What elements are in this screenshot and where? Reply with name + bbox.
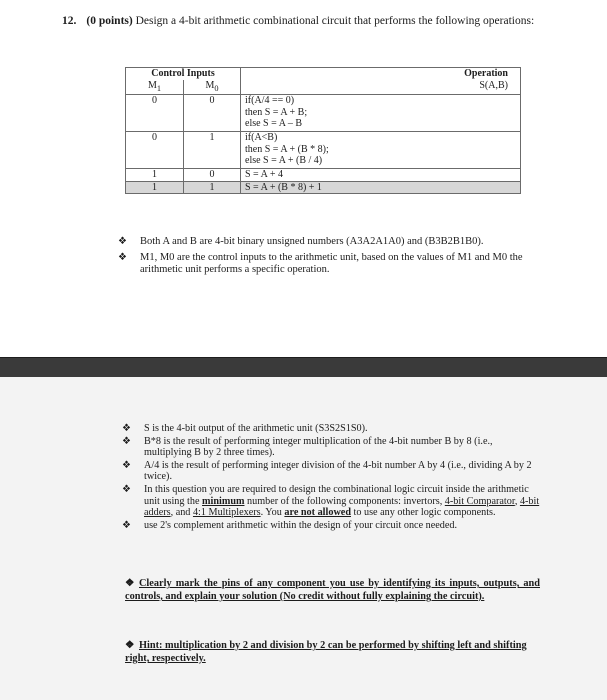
emphasis-not-allowed: are not allowed [284,507,351,519]
m0-cell: 0 [184,169,241,182]
operation-cell [241,169,521,182]
list-item [118,252,540,277]
m0-cell: 1 [184,132,241,169]
table-row [126,169,521,182]
operation-cell [241,132,521,169]
m0-cell: 1 [184,181,241,194]
question-prompt: Design a 4-bit arithmetic combinational circuit that performs the following operations: [135,15,535,27]
operation-line: S = A + (B * 8) + 1 [245,181,322,193]
bullet-list-top [118,236,540,280]
component-comparator: 4-bit Comparator [444,495,515,507]
question-header [62,14,582,28]
operation-line: else S = A + (B / 4) [245,155,323,166]
table-row [126,95,521,132]
table-row [126,181,521,194]
m1-header: $M_1$ [126,80,184,95]
hint-text: Hint: multiplication by 2 and division by 2 can be performed by shifting left and shifting right, respectively. [125,640,527,664]
diamond-bullet-icon: ❖ [122,483,131,495]
list-item [122,484,542,519]
m0-header: $M_0$ [184,80,241,95]
question-number: 12. [62,15,77,27]
m1-cell: 0 [126,132,184,169]
bullet-text: A/4 is the result of performing integer division of the 4-bit number A by 4 (i.e., dividing A by 2 twice). [144,459,532,483]
bullet-text: Both A and B are 4-bit binary unsigned numbers (A3A2A1A0) and (B3B2B1B0). [140,236,484,247]
operations-table [125,67,521,194]
page-divider-band [0,357,607,378]
operation-cell [241,181,521,194]
list-item [122,423,542,435]
control-inputs-header: Control Inputs [126,68,241,80]
bullet-text: S is the 4-bit output of the arithmetic unit (S3S2S1S0). [144,423,368,434]
instruction-clearly-mark [125,577,540,603]
m0-cell: 0 [184,95,241,132]
operation-header: Operation [241,68,521,80]
list-item [118,236,540,249]
operation-line: if(A<B) [245,132,278,143]
bullet-list-bottom [122,423,542,532]
emphasis-minimum: minimum [202,495,245,507]
diamond-bullet-icon: ❖ [118,251,127,263]
operation-line: if(A/4 == 0) [245,95,295,106]
m1-cell: 1 [126,181,184,194]
diamond-bullet-icon: ❖ [122,423,131,434]
operation-line: then S = A + B; [245,106,308,118]
diamond-bullet-icon: ❖ [122,435,131,447]
operation-cell [241,95,521,132]
table-row [126,132,521,169]
bullet-text: use 2's complement arithmetic within the design of your circuit once needed. [144,519,458,531]
instruction-hint [125,639,540,665]
diamond-bullet-icon: ❖ [125,640,135,651]
diamond-bullet-icon: ❖ [122,459,131,471]
bullet-text: B*8 is the result of performing integer multiplication of the 4-bit number B by 8 (i.e., multiplying B by 2 three times). [144,435,493,459]
operation-line: else S = A – B [245,118,303,129]
list-item [122,460,542,483]
component-multiplexers: 4:1 Multiplexers [192,507,261,519]
list-item [122,520,542,532]
operation-line: then S = A + (B * 8); [245,143,329,155]
diamond-bullet-icon: ❖ [122,519,131,531]
question-points: (0 points) [86,15,133,27]
m1-cell: 0 [126,95,184,132]
operation-sub-header: S(A,B) [241,80,521,95]
m1-cell: 1 [126,169,184,182]
operation-line: S = A + 4 [245,169,283,180]
component-adders: 4-bit adders [144,495,540,519]
diamond-bullet-icon: ❖ [125,578,135,589]
bullet-text: M1, M0 are the control inputs to the arithmetic unit, based on the values of M1 and M0 the arithmetic unit performs a specific operation. [140,251,523,275]
bullet-text: In this question you are required to design the combinational logic circuit inside the arithmetic unit using the minimum number of the following components: invertors, 4-bit Comparator, 4-bit adders, and 4:1 Multiplexers. You are not allowed to use any other logic components. [144,483,540,519]
instruction-text: Clearly mark the pins of any component you use by identifying its inputs, outputs, and controls, and explain your solution (No credit without fully explaining the circuit). [125,578,540,602]
diamond-bullet-icon: ❖ [118,236,127,247]
list-item [122,436,542,459]
